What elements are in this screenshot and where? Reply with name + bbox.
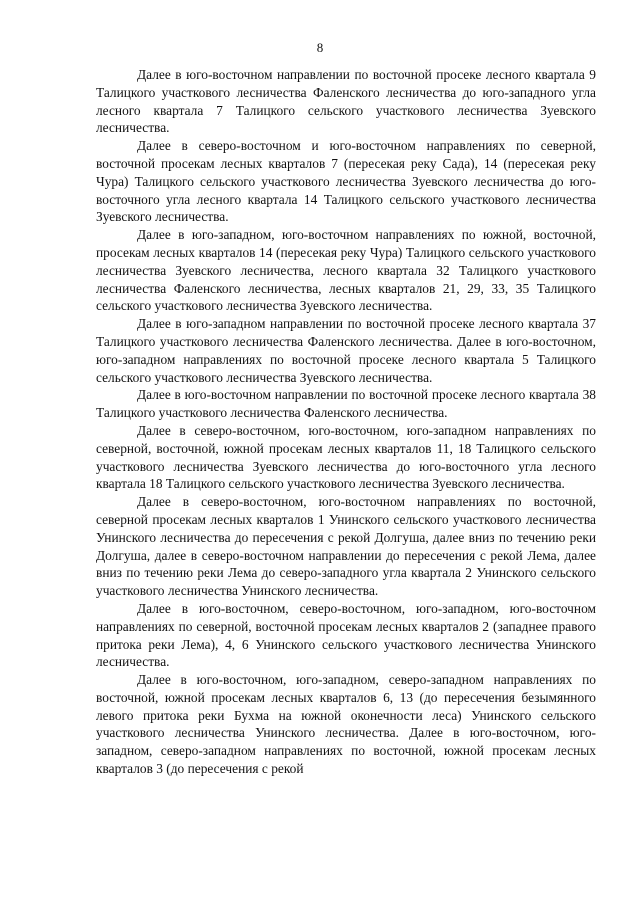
paragraph: Далее в юго-восточном направлении по восточной просеке лесного квартала 38 Талицкого участкового лесничества Фаленского лесничества. (96, 387, 596, 421)
paragraph: Далее в северо-восточном и юго-восточном направлениях по северной, восточной просекам лесных кварталов 7 (пересекая реку Сада), 14 (пересекая реку Чура) Талицкого сельского участкового лесничества Зуевского лесничества до юго-восточного угла лесного квартала 14 Талицкого сельского участкового лесничества Зуевского лесничества. (96, 138, 596, 225)
paragraph: Далее в северо-восточном, юго-восточном направлениях по восточной, северной просекам лесных кварталов 1 Унинского сельского участкового лесничества Унинского лесничества до пересечения с рекой Долгуша, далее вниз по течению реки Долгуша, далее в северо-восточном направлении до пересечения с рекой Лема, далее вниз по течению реки Лема до северо-западного угла квартала 2 Унинского сельского участкового лесничества Унинского лесничества. (96, 494, 596, 599)
page-number: 8 (316, 40, 324, 55)
paragraph: Далее в юго-восточном, юго-западном, северо-западном направлениях по восточной, южной просекам лесных кварталов 6, 13 (до пересечения безымянного левого притока реки Бухма на южной оконечности леса) Унинского сельского участкового лесничества Унинского лесничества. Далее в юго-восточном, юго-западном, северо-западном направлениях по восточной, южной просекам лесных кварталов 3 (до пересечения с рекой (96, 672, 596, 777)
paragraph: Далее в юго-западном, юго-восточном направлениях по южной, восточной, просекам лесных кварталов 14 (пересекая реку Чура) Талицкого сельского участкового лесничества Зуевского лесничества, лесного квартала 32 Талицкого участкового лесничества Фаленского лесничества, лесных кварталов 21, 29, 33, 35 Талицкого сельского участкового лесничества Зуевского лесничества. (96, 227, 596, 314)
paragraph: Далее в северо-восточном, юго-восточном, юго-западном направлениях по северной, восточной, южной просекам лесных кварталов 11, 18 Талицкого сельского участкового лесничества Зуевского лесничества до юго-восточного угла лесного квартала 18 Талицкого сельского участкового лесничества Зуевского лесничества. (96, 422, 596, 492)
paragraph: Далее в юго-восточном, северо-восточном, юго-западном, юго-восточном направлениях по северной, восточной просекам лесных кварталов 2 (западнее правого притока реки Лема), 4, 6 Унинского сельского участкового лесничества Унинского лесничества. (96, 600, 596, 670)
paragraph: Далее в юго-восточном направлении по восточной просеке лесного квартала 9 Талицкого участкового лесничества Фаленского лесничества до юго-западного угла лесного квартала 7 Талицкого сельского участкового лесничества Зуевского лесничества. (96, 67, 596, 136)
paragraph: Далее в юго-западном направлении по восточной просеке лесного квартала 37 Талицкого участкового лесничества Фаленского лесничества. Далее в юго-восточном, юго-западном направлениях по восточной просеке лесного квартала 5 Талицкого сельского участкового лесничества Зуевского лесничества. (96, 316, 596, 385)
document-body (96, 66, 596, 778)
